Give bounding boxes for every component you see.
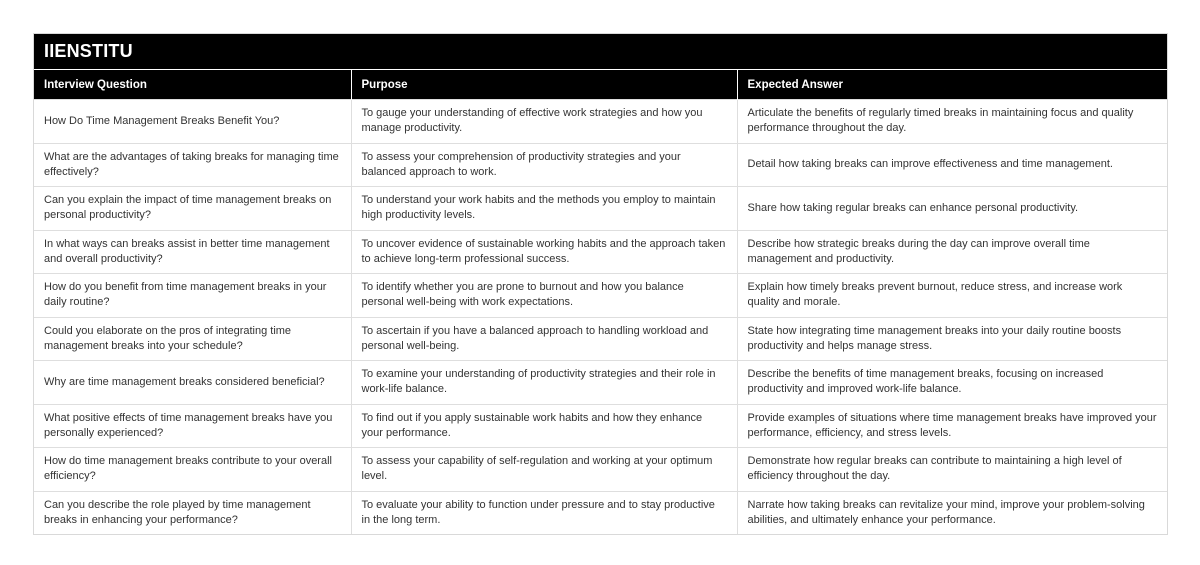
purpose-cell: To gauge your understanding of effective work strategies and how you manage productivity. — [351, 100, 737, 144]
expected-answer-cell: Articulate the benefits of regularly timed breaks in maintaining focus and quality performance throughout the day. — [737, 100, 1167, 144]
table-body — [34, 100, 1167, 535]
question-cell: Can you describe the role played by time management breaks in enhancing your performance? — [34, 491, 351, 534]
table-header — [34, 70, 1167, 100]
purpose-cell: To identify whether you are prone to burnout and how you balance personal well-being with work expectations. — [351, 274, 737, 318]
header-row — [34, 70, 1167, 100]
table-row — [34, 187, 1167, 231]
table-row — [34, 274, 1167, 318]
table-row — [34, 404, 1167, 448]
question-cell: How Do Time Management Breaks Benefit You? — [34, 100, 351, 144]
table-row — [34, 143, 1167, 187]
purpose-cell: To find out if you apply sustainable work habits and how they enhance your performance. — [351, 404, 737, 448]
table-row — [34, 361, 1167, 405]
expected-answer-cell: Narrate how taking breaks can revitalize your mind, improve your problem-solving abilities, and ultimately enhance your performance. — [737, 491, 1167, 534]
expected-answer-cell: Detail how taking breaks can improve effectiveness and time management. — [737, 143, 1167, 187]
expected-answer-cell: State how integrating time management breaks into your daily routine boosts productivity and helps manage stress. — [737, 317, 1167, 361]
question-cell: What positive effects of time management breaks have you personally experienced? — [34, 404, 351, 448]
table-row — [34, 317, 1167, 361]
purpose-cell: To examine your understanding of productivity strategies and their role in work-life balance. — [351, 361, 737, 405]
table-row — [34, 448, 1167, 492]
interview-table-card — [33, 33, 1168, 535]
question-cell: How do you benefit from time management breaks in your daily routine? — [34, 274, 351, 318]
header-purpose: Purpose — [351, 70, 737, 100]
header-expected-answer: Expected Answer — [737, 70, 1167, 100]
purpose-cell: To understand your work habits and the methods you employ to maintain high productivity levels. — [351, 187, 737, 231]
purpose-cell: To uncover evidence of sustainable working habits and the approach taken to achieve long-term professional success. — [351, 230, 737, 274]
expected-answer-cell: Provide examples of situations where time management breaks have improved your performance, efficiency, and stress levels. — [737, 404, 1167, 448]
expected-answer-cell: Share how taking regular breaks can enhance personal productivity. — [737, 187, 1167, 231]
brand-title: IIENSTITU — [34, 34, 1167, 69]
question-cell: What are the advantages of taking breaks for managing time effectively? — [34, 143, 351, 187]
header-interview-question: Interview Question — [34, 70, 351, 100]
purpose-cell: To assess your comprehension of productivity strategies and your balanced approach to work. — [351, 143, 737, 187]
question-cell: Can you explain the impact of time management breaks on personal productivity? — [34, 187, 351, 231]
expected-answer-cell: Demonstrate how regular breaks can contribute to maintaining a high level of efficiency throughout the day. — [737, 448, 1167, 492]
expected-answer-cell: Describe how strategic breaks during the day can improve overall time management and productivity. — [737, 230, 1167, 274]
table-row — [34, 100, 1167, 144]
table-row — [34, 491, 1167, 534]
purpose-cell: To assess your capability of self-regulation and working at your optimum level. — [351, 448, 737, 492]
question-cell: In what ways can breaks assist in better time management and overall productivity? — [34, 230, 351, 274]
question-cell: Could you elaborate on the pros of integrating time management breaks into your schedule? — [34, 317, 351, 361]
question-cell: How do time management breaks contribute to your overall efficiency? — [34, 448, 351, 492]
table-row — [34, 230, 1167, 274]
purpose-cell: To evaluate your ability to function under pressure and to stay productive in the long term. — [351, 491, 737, 534]
expected-answer-cell: Describe the benefits of time management breaks, focusing on increased productivity and improved work-life balance. — [737, 361, 1167, 405]
expected-answer-cell: Explain how timely breaks prevent burnout, reduce stress, and increase work quality and morale. — [737, 274, 1167, 318]
interview-table — [34, 69, 1167, 534]
purpose-cell: To ascertain if you have a balanced approach to handling workload and personal well-being. — [351, 317, 737, 361]
question-cell: Why are time management breaks considered beneficial? — [34, 361, 351, 405]
